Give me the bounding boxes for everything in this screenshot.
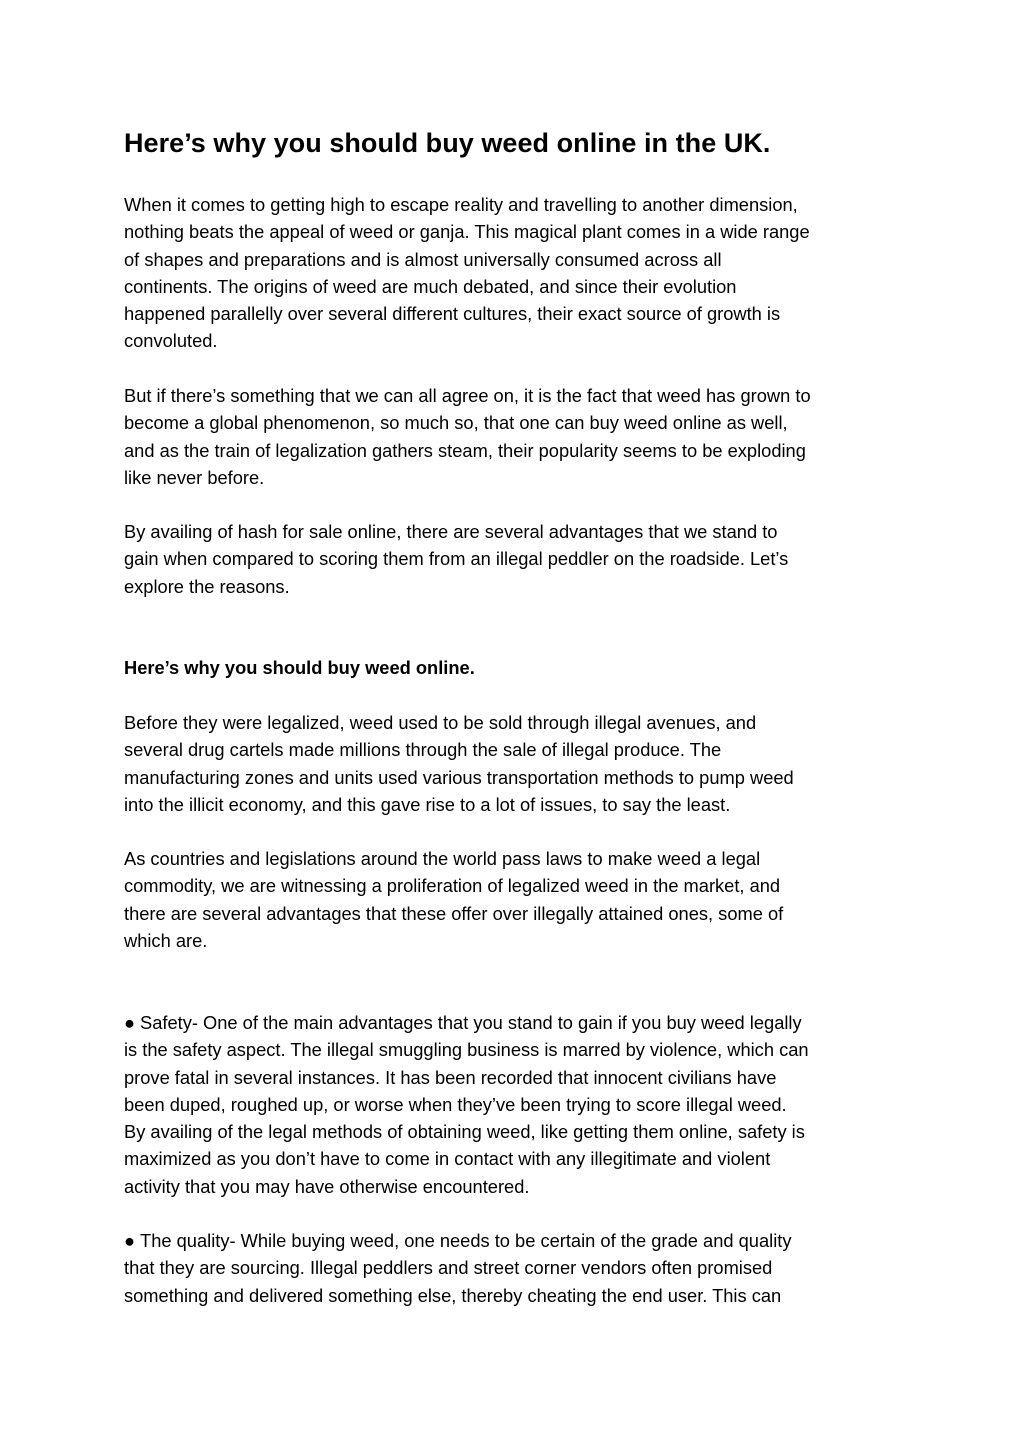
intro-paragraph-1: When it comes to getting high to escape reality and travelling to another dimension, nothing beats the appeal of weed or ganja. This magical plant comes in a wide range of shapes and preparations and is almost universally consumed across all continents. The origins of weed are much debated, and since their evolution happened parallelly over several different cultures, their exact source of growth is convoluted.: [124, 194, 810, 352]
bullet-icon: ●: [124, 1012, 136, 1033]
bullet-text: The quality- While buying weed, one needs to be certain of the grade and quality that they are sourcing. Illegal peddlers and street corner vendors often promised something and delivered something else, thereby cheating the end user. This can: [124, 1230, 792, 1306]
section-paragraph-2: As countries and legislations around the world pass laws to make weed a legal commodity, we are witnessing a proliferation of legalized weed in the market, and there are several advantages that these offer over illegally attained ones, some of which are.: [124, 848, 784, 951]
intro-paragraph-2: But if there’s something that we can all agree on, it is the fact that weed has grown to become a global phenomenon, so much so, that one can buy weed online as well, and as the train of legalization gathers steam, their popularity seems to be exploding like never before.: [124, 385, 811, 488]
bullet-text: Safety- One of the main advantages that you stand to gain if you buy weed legally is the safety aspect. The illegal smuggling business is marred by violence, which can prove fatal in several instances. It has been recorded that innocent civilians have been duped, roughed up, or worse when they’ve been trying to score illegal weed. By availing of the legal methods of obtaining weed, like getting them online, safety is maximized as you don’t have to come in contact with any illegitimate and violent activity that you may have otherwise encountered.: [124, 1012, 809, 1197]
document-page: [124, 125, 914, 1306]
section-paragraph-1: Before they were legalized, weed used to be sold through illegal avenues, and several drug cartels made millions through the sale of illegal produce. The manufacturing zones and units used various transportation methods to pump weed into the illicit economy, and this gave rise to a lot of issues, to say the least.: [124, 712, 794, 815]
bullet-item-safety: [124, 1009, 809, 1200]
bullet-icon: ●: [124, 1230, 136, 1251]
intro-paragraph-3: By availing of hash for sale online, there are several advantages that we stand to gain when compared to scoring them from an illegal peddler on the roadside. Let’s explore the reasons.: [124, 521, 789, 597]
document-title: Here’s why you should buy weed online in the UK.: [124, 128, 771, 158]
bullet-item-quality: [124, 1227, 791, 1309]
section-heading: Here’s why you should buy weed online.: [124, 657, 475, 678]
